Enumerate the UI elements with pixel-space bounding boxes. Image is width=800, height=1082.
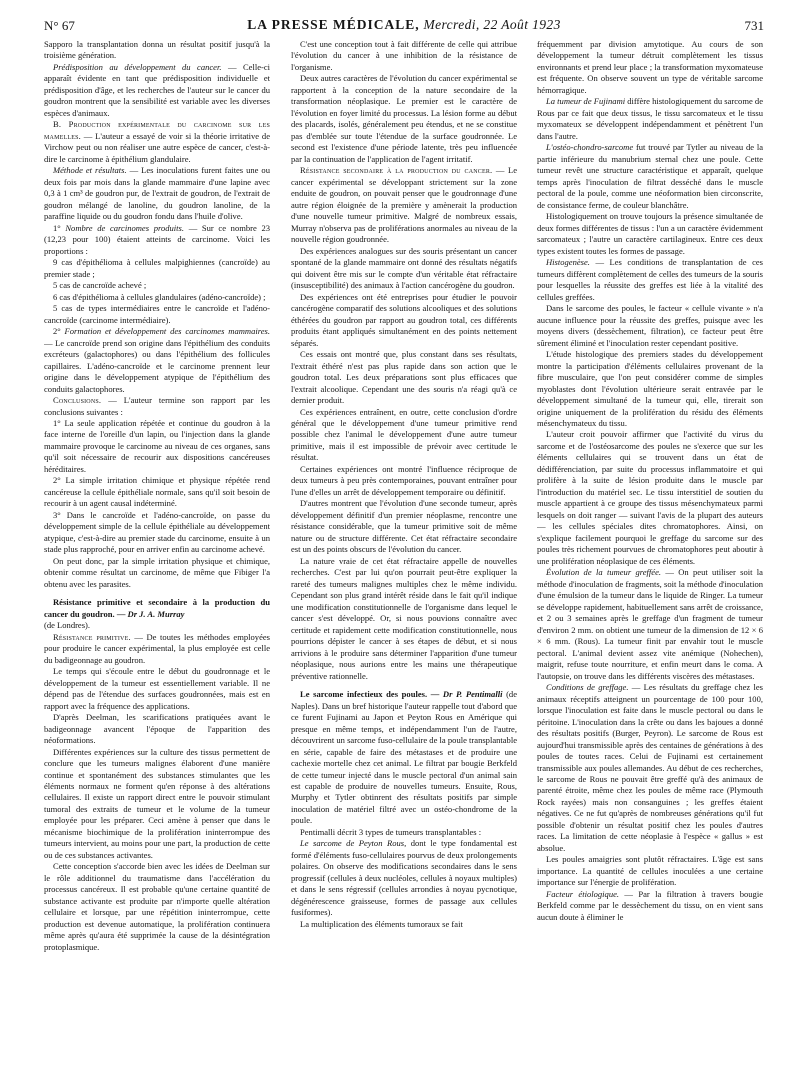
column-left — [44, 39, 270, 1075]
section-label: Résistance primitive. — [53, 631, 131, 642]
italic-run: Évolution de la tumeur greffée. — [546, 567, 662, 578]
page-header — [44, 14, 764, 40]
paragraph: Ces expériences entraînent, en outre, cette conclusion d'ordre général que le développement d'une tumeur primitive rend possible chez l'animal le développement d'une autre tumeur primitive, mais il est impossible de prévoir avec certitude le résultat. — [291, 406, 517, 463]
paragraph: 3° Dans le cancroïde et l'adéno-cancroïde, on passe du développement simple de la cellule épithéliale au développement atypique, c'est-à-dire au premier stade du carcinome, ensuite à un stade plus rapproché, pour en arriver enfin au carcinome achevé. — [44, 509, 270, 555]
italic-run: L'ostéo-chondro-sarcome — [546, 142, 634, 153]
italic-run: La tumeur de Fujinami — [546, 96, 626, 107]
section-label: B. Production expérimentale du carcinome sur les mamelles. — [44, 119, 270, 141]
section-label: Conclusions. — [53, 395, 102, 406]
text-run: — Le cancroïde prend son origine dans l'épithélium des conduits excréteurs (galactophores) ou dans l'épithélium des follicules capillaires. L'adéno-cancroïde et le carcinome prennent leur origine dans le développement atypique de l'épithélium des conduits galactophores. — [44, 337, 270, 394]
paragraph: (de Londres). — [44, 620, 91, 631]
paragraph — [44, 632, 270, 666]
article-heading — [44, 597, 270, 620]
text-run: — Sur ce nombre 23 (12,23 pour 100) étaient atteints de carcinome. Voici les proportions : — [44, 222, 270, 256]
paragraph: Deux autres caractères de l'évolution du cancer expérimental se rapportent à la conception de la nature secondaire de la transformation néoplasique. Le premier est le caractère de l'évolution en foyer limité du processus. La lésion forme au début des placards, isolés, généralement peu étendus, et ne se constitue pas d'emblée sur toute l'étendue de la surface goudronnée. Le second est l'existence d'une période latente, très peu influencée par la continuation de l'application de l'agent irritatif. — [291, 73, 517, 164]
paragraph: C'est une conception tout à fait différente de celle qui attribue l'évolution du cancer à une inhibition de la résistance de l'organisme. — [291, 39, 517, 72]
italic-run: Nombre de carcinomes produits. — [65, 222, 185, 233]
running-title — [44, 17, 764, 33]
paragraph — [537, 96, 763, 142]
text-run: — Les inoculations furent faites une ou deux fois par mois dans la glande mammaire d'une lapine avec 0,3 à 1 cm³ de goudron pur, de l'extrait de goudron, de l'extrait de goudron mélangé de lanoline, du goudron lanoline, de la paraffine liquide ou du goudron fondu dans l'huile d'olive. — [44, 165, 270, 222]
italic-run: Le sarcome de Peyton Rous, — [300, 838, 407, 849]
text-run: — Par la filtration à travers bougie Berkfeld comme par le dessèchement du tissu, on en vient sans aucun doute à éliminer le — [537, 888, 763, 922]
text-run: — Celle-ci apparaît évidente en tant que prédisposition individuelle et prédisposition d'âge, et les recherches de l'auteur sur le cancer du goudron montrent que la sensibilité est variable avec les diverses espèces d'animaux. — [44, 61, 270, 118]
paragraph: Certaines expériences ont montré l'influence réciproque de deux tumeurs à peu près contemporaines, pouvant entraîner pour l'une d'elles un arrêt de développement temporaire ou définitif. — [291, 463, 517, 497]
text-run: — L'auteur termine son rapport par les conclusions suivantes : — [44, 395, 270, 417]
paragraph: 1° La seule application répétée et continue du goudron à la face interne de l'oreille d'un lapin, ou l'injection dans la glande mammaire provoque le carcinome au niveau de ces organes, sans qu'il soit nécessaire de recourir aux dispositions cancéreuses héréditaires. — [44, 417, 270, 474]
paragraph: D'après Deelman, les scarifications pratiquées avant le badigeonnage avancent l'époque de l'apparition des néoformations. — [44, 712, 270, 746]
text-run: — Le cancer expérimental se développant strictement sur la zone enduite de goudron, on pouvait penser que le goudronnage d'une autre région éloignée de la première y amènerait la production d'une nouvelle tumeur primitive. Malgré de nombreux essais, Murray n'observa pas de proliférations anormales au niveau de la nouvelle région goudronnée. — [291, 165, 517, 245]
text-run: — De toutes les méthodes employées pour produire le cancer expérimental, la plus employée est celle du badigeonnage au goudron. — [44, 631, 270, 665]
paragraph: La multiplication des éléments tumoraux se fait — [300, 918, 463, 929]
italic-run: Conditions de greffage. — [546, 682, 629, 693]
paragraph: L'étude histologique des premiers stades du développement montre la participation d'éléments cellulaires provenant de la fibre musculaire, que l'on peut considérer comme de simples myoblastes dont l'évolution ultérieure serait entravée par le développement simultané de la tumeur qui, elle, tirerait son origine uniquement de la prolifération du résidu des éléments mésenchymateux du tissu. — [537, 349, 763, 428]
paragraph — [537, 567, 763, 682]
paragraph: D'autres montrent que l'évolution d'une seconde tumeur, après développement définitif d'un premier néoplasme, rencontre une résistance considérable, que la tumeur primitive soit de même nature ou de structure différente. Cet état réfractaire secondaire est un des points obscurs de l'évolution du cancer. — [291, 498, 517, 555]
page-number: 731 — [744, 18, 764, 33]
paragraph — [291, 838, 517, 918]
italic-run: Méthode et résultats. — [53, 165, 127, 176]
paragraph — [291, 165, 517, 245]
paragraph: Sapporo la transplantation donna un résultat positif jusqu'à la troisième génération. — [44, 39, 270, 61]
paragraph: Des expériences analogues sur des souris présentant un cancer spontané de la glande mammaire ont donné des résultats négatifs qui doivent être mis sur le compte d'un véritable état réfractaire (insusceptibilité) des animaux à l'action cancérogène du goudron. — [291, 245, 517, 291]
text-run: — Les résultats du greffage chez les animaux réceptifs atteignent un pourcentage de 100 pour 100, lorsque l'inoculation est faite dans le muscle pectoral ou dans le péritoine. L'inoculation dans la crête ou dans les bajoues a donné des résultats positifs (Burger, Peyron). Le sarcome de Rous est aujourd'hui transmissible après des centaines de générations à des poules de toutes races. Celui de Fujinami est certainement transmissible aux poules allemandes. Au début de ces recherches, le sarcome de Rous ne pouvait être greffé qu'à des animaux de parenté étroite, même chez les poules de même race (Plymouth Rock rayées) mais non consanguines ; les greffes étaient négatives. Ce ne fut qu'après de nombreuses générations qu'il fut possible d'obtenir un résultat positif chez les poules d'autres races. La limitation de cette néoplasie à l'espèce « gallus » est absolue. — [537, 682, 763, 853]
paragraph — [44, 62, 270, 119]
column-middle — [291, 39, 517, 1075]
paragraph: 5 cas de types intermédiaires entre le cancroïde et l'adéno-cancroïde (carcinome intermédiaire). — [44, 303, 270, 325]
paragraph: Histologiquement on trouve toujours la présence simultanée de deux formes différentes de tissus : l'un a un caractère évidemment sarcomateux ; l'autre un caractère cartilagineux. Entre ces deux types existent toutes les formes de passage. — [537, 211, 763, 256]
italic-run: Histogenèse. — [546, 257, 590, 268]
issue-number: N° 67 — [44, 18, 75, 33]
column-right — [537, 39, 763, 1075]
text-run: (de Naples). — [291, 689, 517, 711]
text-run: Dans un bref historique l'auteur rappelle tout d'abord que ce furent Fujinami au Japon et Peyton Rous en Amérique qui presque en même temps, et indépendamment l'un de l'autre, découvrirent un sarcome fuso-cellulaire de la poule transplantable en série, capable de faire des métastases et de produire une cachexie mortelle chez cet animal. Le filtrat par bougie Berkfeld de cette tumeur injecté dans le muscle pectoral d'un animal sain est capable de produire de nouvelles tumeurs. Ensuite, Rous, Murphy et Tytler obtinrent des résultats positifs par simple inoculation de matériel filtré avec un ostéo-chondrome de la poule. — [291, 700, 517, 826]
text-run: 1° — [53, 222, 66, 233]
text-run: dont le type fondamental est formé d'éléments fuso-cellulaires pourvus de deux prolongements polaires. On observe des modifications secondaires dans le sens progressif (cellules à deux nucléoles, cellules à noyaux multiples) et dans le sens régressif (cellules arrondies à noyau pycnotique, dégénérescence graisseuse, formes de passage aux cellules fusiformes). — [291, 838, 517, 918]
paragraph: Différentes expériences sur la culture des tissus permettent de conclure que les tumeurs malignes élaborent d'une manière continue et spontanément des substances stimulantes que les éléments normaux ne forment qu'en réponse à des altérations cellulaires. Il existe un rapport direct entre le pouvoir stimulant tumoral des extraits de tumeur et le volume de la tumeur employée pour les préparer. Ceci amène à penser que dans le mécanisme biochimique de la prolifération ininterrompue des tumeurs intervient, au moins pour une part, la production de cette ou de ces substances activantes. — [44, 746, 270, 860]
paragraph: L'auteur croit pouvoir affirmer que l'activité du virus du sarcome et de l'ostéosarcome des poules ne s'exerce que sur les éléments cellulaires qui se trouvent dans un état de dédifférenciation, par suite du processus inflammatoire et qui prolifère à la suite de lésion produite dans le muscle par l'introduction du matériel sec. Le tissu interstitiel de soutien du muscle appartient à ce groupe des tissus mésenchymateux parmi lesquels on doit ranger — suivant l'avis de la plupart des auteurs — les cellules spéciales dites chromatophores. Ainsi, on s'explique facilement pourquoi le greffage du sarcome sur des poules très richement pourvues de chromatophores peut aboutir à une prolifération néoplasique de ces éléments. — [537, 429, 763, 566]
text-run: Résistance primitive et secondaire à la production du cancer du goudron. — — [44, 597, 270, 619]
paragraph: Le temps qui s'écoule entre le début du goudronnage et le développement de la tumeur est essentiellement variable. Il ne dépend pas de l'étendue des surfaces goudronnées, mais est en rapport avec la fréquence des applications. — [44, 666, 270, 711]
text-run: — L'auteur a essayé de voir si la théorie irritative de Virchow peut ou non réaliser une autre espèce de cancer, c'est-à-dire le carcinome à épithélium glandulaire. — [44, 130, 270, 164]
paragraph: Les poules amaigries sont plutôt réfractaires. L'âge est sans importance. La quantité de cellules inoculées a une certaine importance sur l'énergie de prolifération. — [537, 854, 763, 888]
italic-run: Dr P. Pentimalli — [442, 689, 503, 700]
journal-name: LA PRESSE MÉDICALE, — [247, 17, 420, 32]
italic-run: Formation et développement des carcinomes mammaires. — [64, 326, 270, 337]
paragraph: fréquemment par division amytotique. Au cours de son développement la tumeur détruit complètement les tissus environnants et prend leur place ; la transformation myxomateuse est fréquente. On observe souvent un type de véritable sarcome hémorragique. — [537, 39, 763, 95]
issue-date: Mercredi, 22 Août 1923 — [423, 17, 561, 32]
paragraph — [44, 326, 270, 395]
text-run: diffère histologiquement du sarcome de Rous par ce fait que deux tissus, le tissu sarcomateux et le tissu myxomateux se développent indépendamment et pénètrent l'un dans l'autre. — [537, 96, 763, 141]
italic-run: Facteur étiologique. — [546, 888, 620, 899]
paragraph: Ces essais ont montré que, plus constant dans ses résultats, l'extrait éthéré n'est pas plus rapide dans son action que le goudron total. Les deux préparations sont plus efficaces que l'extrait alcoolique. Cependant une des souris n'a réagi qu'à ce dernier produit. — [291, 349, 517, 406]
paragraph — [537, 889, 763, 923]
text-run: — Les conditions de transplantation de ces tumeurs diffèrent complètement de celles des tumeurs de la souris pour lesquelles la réussite des greffes est liée à la vitalité des cellules greffées. — [537, 257, 763, 302]
section-label: Résistance secondaire à la production du cancer. — [300, 165, 493, 176]
text-run: Le sarcome infectieux des poules. — — [300, 689, 443, 700]
paragraph — [537, 682, 763, 854]
paragraph: Dans le sarcome des poules, le facteur « cellule vivante » n'a aucune influence pour la réussite des greffes, puisque avec les moyens divers (dessèchement, filtration), ce facteur peut être sûrement éliminé et l'inoculation rester cependant positive. — [537, 303, 763, 348]
paragraph — [537, 142, 763, 211]
article-heading — [291, 689, 517, 827]
paragraph — [44, 395, 270, 418]
text-run: 2° — [53, 326, 65, 337]
italic-run: Prédisposition au développement du cancer. — [53, 61, 222, 72]
text-run: fut trouvé par Tytler au niveau de la partie inférieure du manubrium sternal chez une poule. Cette tumeur revêt une structure caractéristique et apparaît, quelque temps après l'inoculation de filtrat desséché dans le muscle pectoral de la poule, comme une néoformation bien circonscrite, de consistance ferme, de couleur blanchâtre. — [537, 142, 763, 210]
paragraph — [44, 223, 270, 257]
paragraph: On peut donc, par la simple irritation physique et chimique, obtenir comme résultat un carcinome, de même que Fibiger l'a obtenu avec les parasites. — [44, 555, 270, 589]
paragraph: Pentimalli décrit 3 types de tumeurs transplantables : — [300, 826, 482, 837]
paragraph — [44, 165, 270, 222]
text-run: — On peut utiliser soit la méthode d'inoculation de fragments, soit la méthode d'inoculation d'une émulsion de la tumeur dans le liquide de Ringer. La tumeur se développe rapidement, habituellement sans arrêt de croissance, et 2 ou 3 semaines après le greffage d'un fragment de tumeur d'environ 2 mm. on obtient une tumeur de la dimension de 12 × 6 × 6 mm. (Rous). La tumeur finit par envahir tout le muscle pectoral. L'animal devient assez vite anémique (Nohechen), maigrit, refuse toute nourriture, et enfin meurt dans le coma. A l'autopsie, on trouve dans les différents viscères des métastases. — [537, 567, 763, 681]
paragraph: Cette conception s'accorde bien avec les idées de Deelman sur le rôle additionnel du traumatisme dans l'accélération du processus cancéreux. Il est probable qu'une certaine quantité de substance activante est produite par n'importe quelle altération cellulaire et lorsque, par une répétition ininterrompue, cette production est devenue automatique, la prolifération continuera même après qu'aura été supprimée la cause de la désintégration protoplasmique. — [44, 861, 270, 952]
paragraph: La nature vraie de cet état réfractaire appelle de nouvelles recherches. C'est par lui qu'on pourrait peut-être expliquer la rareté des tumeurs malignes multiples chez le même individu. Cependant son plus grand intérêt réside dans le fait qu'il indique une modification constitutionnelle de l'organisme dans lequel le cancer s'est développé. Or, si nous pouvions connaître avec certitude et rapidement cette modification constitutionnelle, nous pourrions dépister le cancer à ses étapes de début, et si nous arrivions à le produire sans déterminer l'apparition d'une tumeur néoplasique, nous aurions entre les mains une thérapeutique préventive rationnelle. — [291, 555, 517, 681]
paragraph — [537, 257, 763, 303]
italic-run: Dr J. A. Murray — [127, 608, 185, 619]
paragraph: 5 cas de cancroïde achevé ; — [53, 280, 147, 291]
paragraph: 2° La simple irritation chimique et physique répétée rend cancéreuse la cellule épithéliale normale, sans qu'il soit besoin de recourir à un agent causal indéterminé. — [44, 475, 270, 509]
paragraph: 9 cas d'épithélioma à cellules malpighiennes (cancroïde) au premier stade ; — [44, 257, 270, 279]
paragraph: 6 cas d'épithélioma à cellules glandulaires (adéno-cancroïde) ; — [53, 291, 266, 302]
paragraph — [44, 119, 270, 165]
paragraph: Des expériences ont été entreprises pour étudier le pouvoir cancérogène comparatif des solutions alcooliques et des solutions éthérées du goudron par rapport au goudron total, ces différents produits étant appliqués simultanément en des points nettement séparés. — [291, 291, 517, 348]
